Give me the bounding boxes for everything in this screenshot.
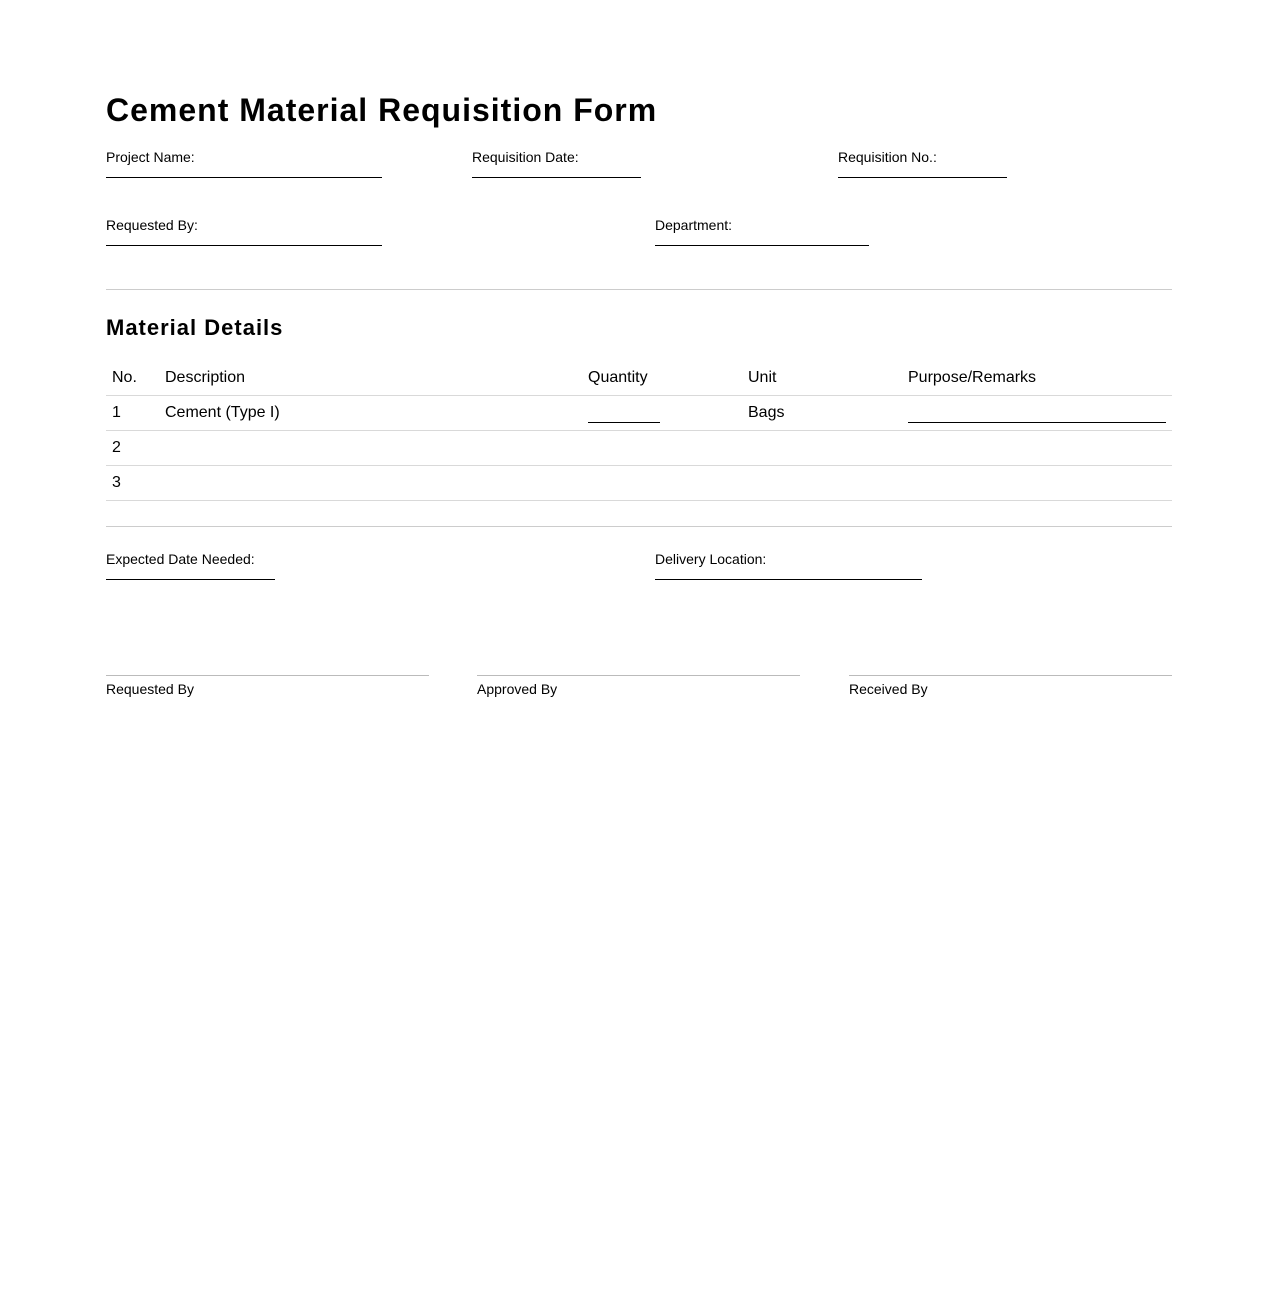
- delivery-location-field: [655, 551, 766, 567]
- column-header-purpose-remarks: Purpose/Remarks: [902, 361, 1172, 396]
- signature-requested-by-label: Requested By: [106, 681, 194, 697]
- row-purpose-remarks: [902, 466, 1172, 501]
- row-quantity: [582, 466, 742, 501]
- requested-by-line[interactable]: [106, 245, 382, 246]
- table-row: [106, 431, 1172, 466]
- column-header-no: No.: [106, 361, 159, 396]
- row-quantity: [582, 431, 742, 466]
- row-purpose-remarks: [902, 431, 1172, 466]
- row-unit: [742, 431, 902, 466]
- signature-requested-by[interactable]: [106, 675, 429, 697]
- delivery-location-line[interactable]: [655, 579, 922, 580]
- row-description: [159, 466, 582, 501]
- requisition-date-line[interactable]: [472, 177, 641, 178]
- remarks-blank-line[interactable]: [908, 404, 1166, 423]
- project-name-field: [106, 149, 195, 165]
- row-number: 1: [106, 396, 159, 431]
- signature-approved-by-label: Approved By: [477, 681, 558, 697]
- table-row: [106, 466, 1172, 501]
- material-details-title: Material Details: [106, 315, 284, 340]
- department-label: Department:: [655, 217, 733, 233]
- project-name-line[interactable]: [106, 177, 382, 178]
- project-name-label: Project Name:: [106, 149, 195, 165]
- material-details-table: [106, 361, 1172, 501]
- requisition-no-label: Requisition No.:: [838, 149, 937, 165]
- department-line[interactable]: [655, 245, 869, 246]
- signature-received-by[interactable]: [849, 675, 1172, 697]
- quantity-blank-line[interactable]: [588, 404, 660, 423]
- table-row: [106, 396, 1172, 431]
- requisition-no-field: [838, 149, 937, 165]
- requested-by-label: Requested By:: [106, 217, 198, 233]
- column-header-description: Description: [159, 361, 582, 396]
- signature-received-by-label: Received By: [849, 681, 928, 697]
- requisition-no-line[interactable]: [838, 177, 1007, 178]
- requisition-date-field: [472, 149, 579, 165]
- expected-date-label: Expected Date Needed:: [106, 551, 255, 567]
- signature-approved-by[interactable]: [477, 675, 800, 697]
- requisition-date-label: Requisition Date:: [472, 149, 579, 165]
- form-title: Cement Material Requisition Form: [106, 92, 658, 128]
- table-header-row: [106, 361, 1172, 396]
- delivery-location-label: Delivery Location:: [655, 551, 767, 567]
- row-unit: [742, 466, 902, 501]
- section-divider: [106, 289, 1172, 290]
- expected-date-line[interactable]: [106, 579, 275, 580]
- section-divider: [106, 526, 1172, 527]
- row-purpose-remarks: [902, 396, 1172, 431]
- row-description: [159, 431, 582, 466]
- row-number: 3: [106, 466, 159, 501]
- requested-by-field: [106, 217, 198, 233]
- column-header-quantity: Quantity: [582, 361, 742, 396]
- row-description: Cement (Type I): [159, 396, 582, 431]
- column-header-unit: Unit: [742, 361, 902, 396]
- department-field: [655, 217, 732, 233]
- row-number: 2: [106, 431, 159, 466]
- row-quantity: [582, 396, 742, 431]
- expected-date-field: [106, 551, 255, 567]
- row-unit: Bags: [742, 396, 902, 431]
